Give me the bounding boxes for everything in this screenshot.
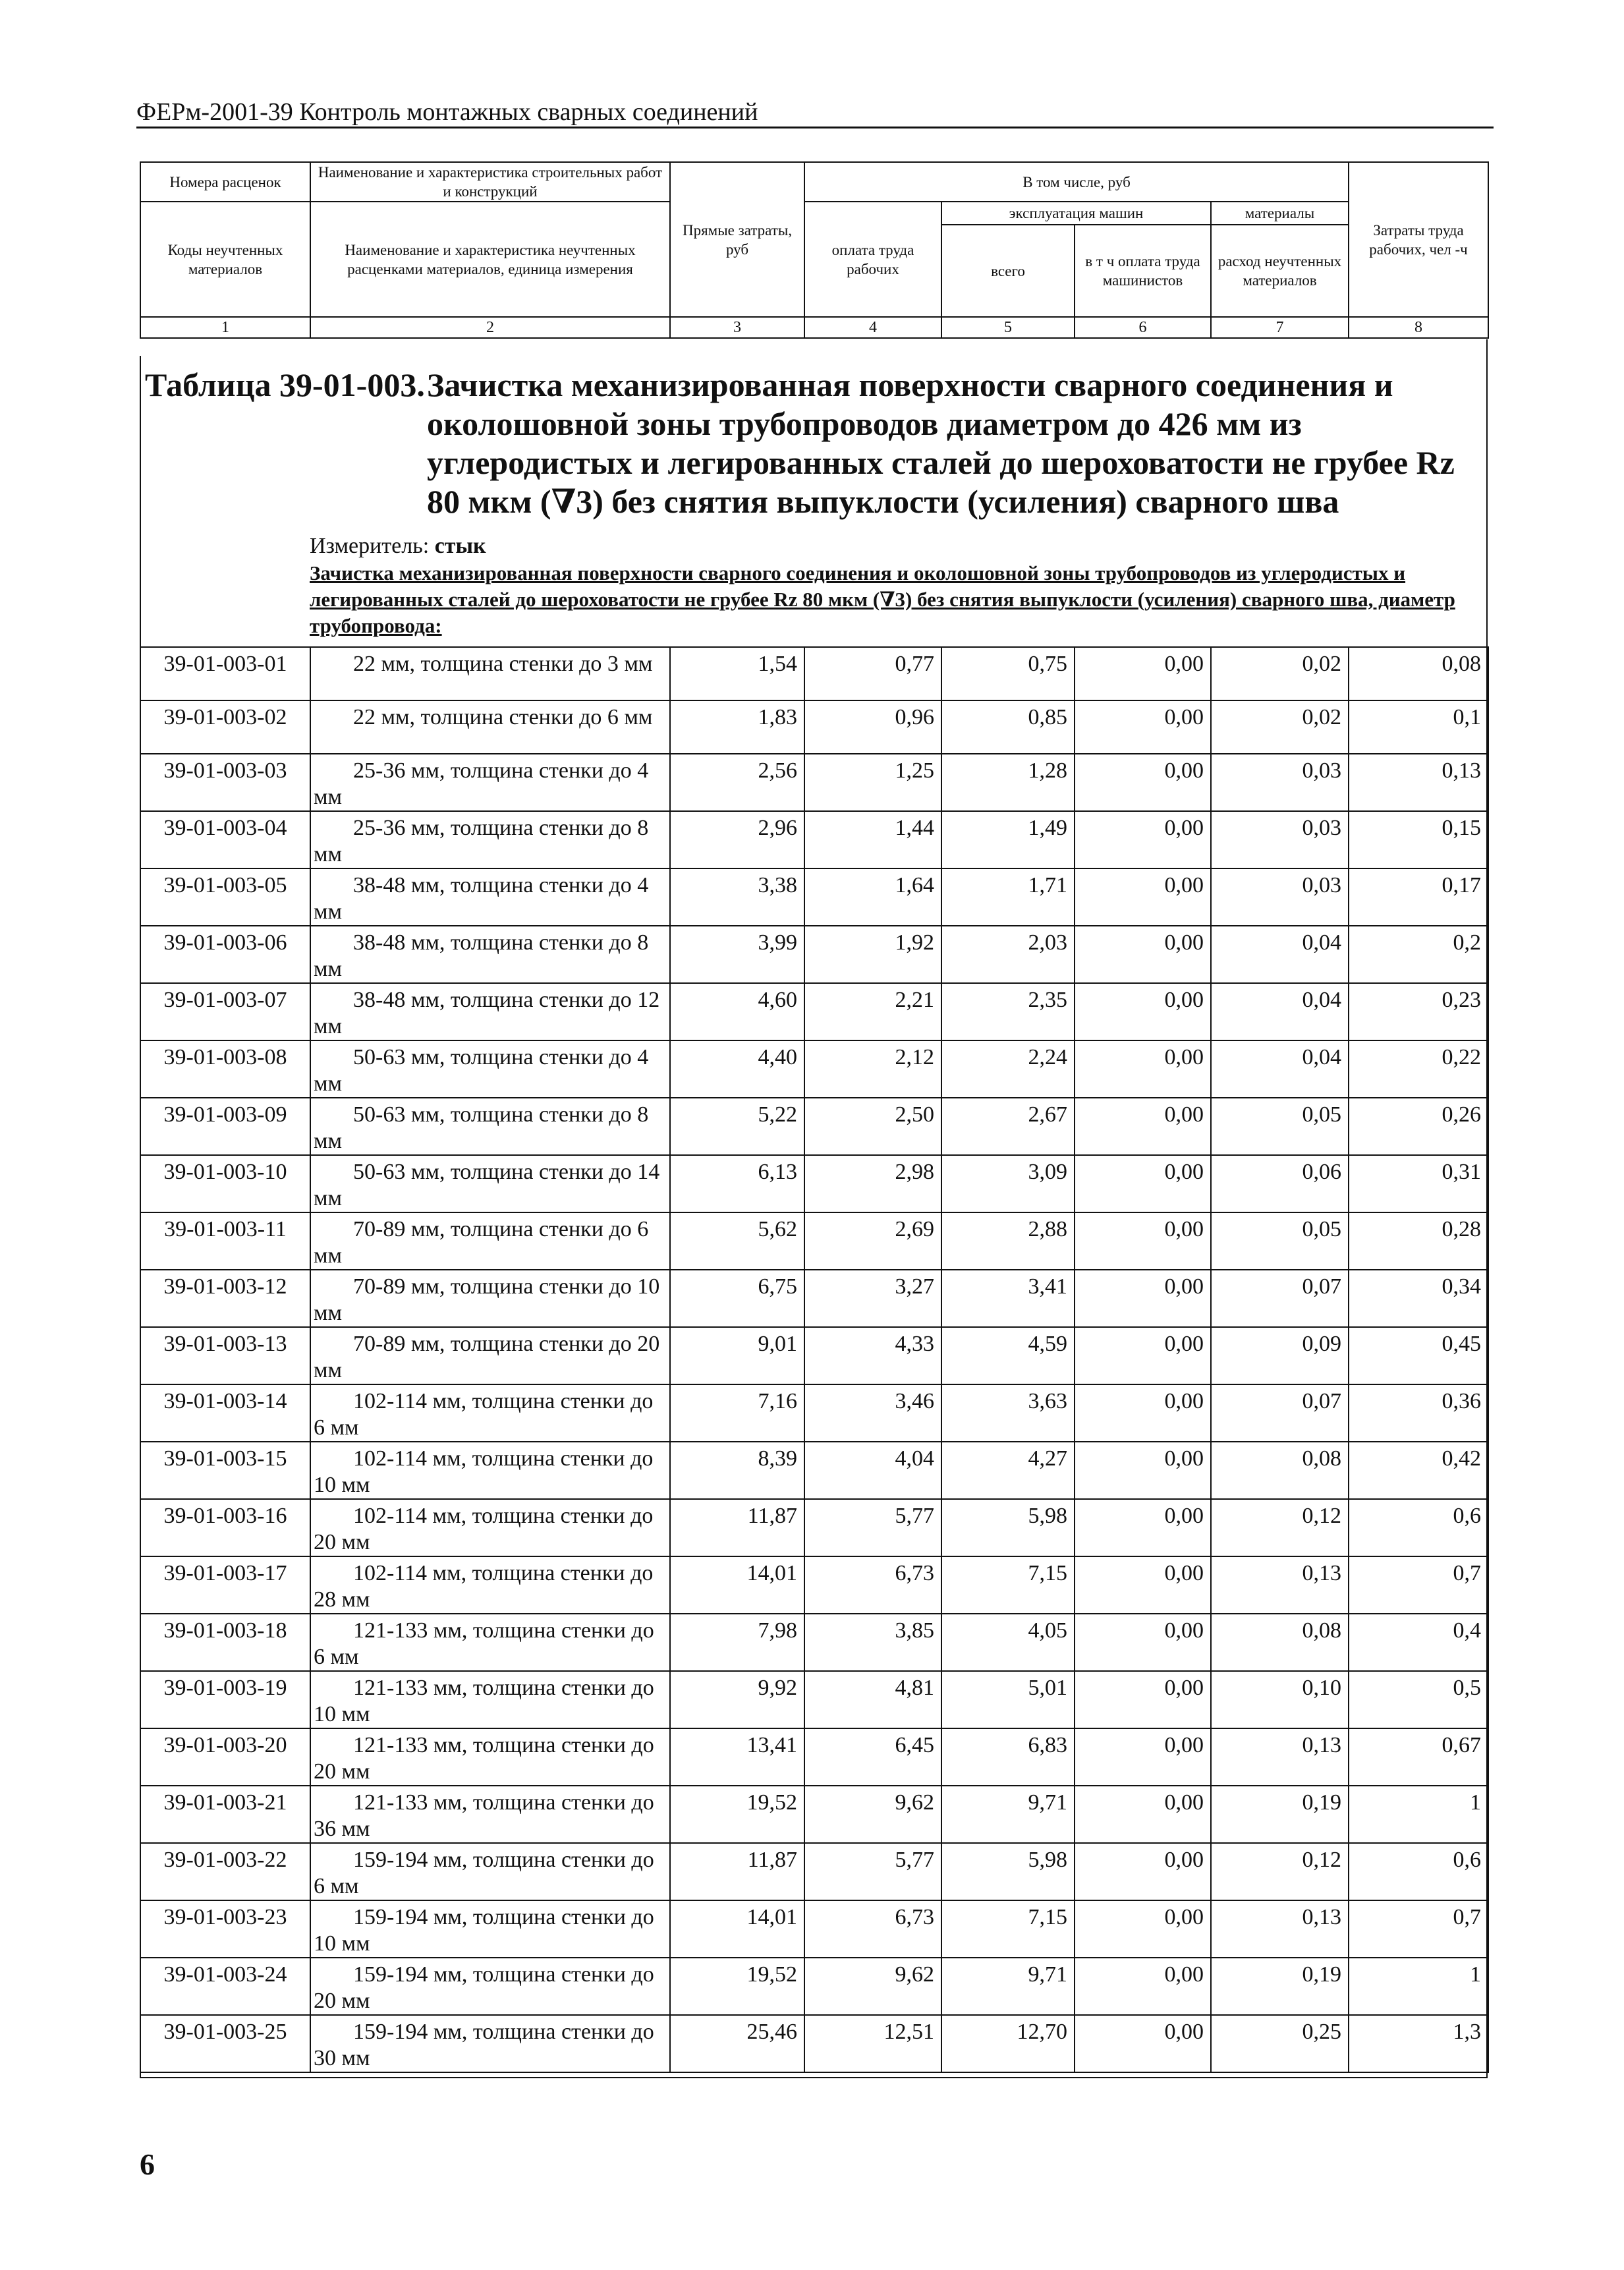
header-labor-costs: Затраты труда рабочих, чел -ч: [1349, 162, 1488, 317]
header-material-codes: Коды неучтенных материалов: [140, 202, 310, 317]
material-cost: 0,12: [1211, 1499, 1349, 1556]
wage-cost: 0,77: [804, 647, 941, 700]
labor-hours: 0,31: [1349, 1155, 1488, 1212]
operator-wage: 0,00: [1075, 868, 1211, 926]
rate-name: [310, 983, 670, 1040]
material-cost: 0,03: [1211, 811, 1349, 868]
rate-name-text: 102-114 мм, толщина стенки до 10 мм: [314, 1446, 654, 1497]
rate-name: [310, 1098, 670, 1155]
rate-name-text: 50-63 мм, толщина стенки до 14 мм: [314, 1160, 660, 1210]
rate-name-text: 70-89 мм, толщина стенки до 10 мм: [314, 1274, 660, 1325]
column-number: 1: [140, 317, 310, 338]
column-number: 5: [941, 317, 1075, 338]
rate-name: [310, 1442, 670, 1499]
rate-code: 39-01-003-24: [140, 1958, 310, 2015]
rate-name-text: 121-133 мм, толщина стенки до 6 мм: [314, 1618, 654, 1669]
rate-name-text: 50-63 мм, толщина стенки до 4 мм: [314, 1045, 649, 1096]
column-number: 3: [670, 317, 804, 338]
material-cost: 0,19: [1211, 1786, 1349, 1843]
direct-cost: 11,87: [670, 1843, 804, 1900]
wage-cost: 4,04: [804, 1442, 941, 1499]
table-row: [140, 926, 1488, 983]
direct-cost: 1,83: [670, 700, 804, 754]
operator-wage: 0,00: [1075, 1843, 1211, 1900]
labor-hours: 1,3: [1349, 2015, 1488, 2072]
rate-code: 39-01-003-08: [140, 1040, 310, 1098]
table-row: [140, 1671, 1488, 1728]
direct-cost: 5,62: [670, 1212, 804, 1270]
machine-cost: 5,98: [941, 1499, 1075, 1556]
rate-code: 39-01-003-22: [140, 1843, 310, 1900]
machine-cost: 0,85: [941, 700, 1075, 754]
machine-cost: 4,59: [941, 1327, 1075, 1384]
material-cost: 0,13: [1211, 1728, 1349, 1786]
direct-cost: 4,60: [670, 983, 804, 1040]
operator-wage: 0,00: [1075, 754, 1211, 811]
rate-name: [310, 2015, 670, 2072]
rate-name: [310, 1212, 670, 1270]
measure-value: стык: [434, 534, 486, 558]
table-row: [140, 1270, 1488, 1327]
wage-cost: 9,62: [804, 1958, 941, 2015]
material-cost: 0,03: [1211, 754, 1349, 811]
rate-code: 39-01-003-20: [140, 1728, 310, 1786]
table-row: [140, 1384, 1488, 1442]
material-cost: 0,13: [1211, 1556, 1349, 1614]
machine-cost: 2,88: [941, 1212, 1075, 1270]
rate-code: 39-01-003-19: [140, 1671, 310, 1728]
table-number: Таблица 39-01-003.: [145, 366, 425, 403]
machine-cost: 6,83: [941, 1728, 1075, 1786]
rate-code: 39-01-003-04: [140, 811, 310, 868]
rate-name: [310, 1843, 670, 1900]
wage-cost: 2,50: [804, 1098, 941, 1155]
header-rate-numbers: Номера расценок: [140, 162, 310, 202]
material-cost: 0,08: [1211, 1614, 1349, 1671]
material-cost: 0,12: [1211, 1843, 1349, 1900]
measure-label: Измеритель:: [310, 534, 430, 558]
operator-wage: 0,00: [1075, 1442, 1211, 1499]
wage-cost: 2,69: [804, 1212, 941, 1270]
table-row: [140, 868, 1488, 926]
rate-code: 39-01-003-07: [140, 983, 310, 1040]
machine-cost: 3,41: [941, 1270, 1075, 1327]
rate-name: [310, 647, 670, 700]
wage-cost: 9,62: [804, 1786, 941, 1843]
material-cost: 0,07: [1211, 1384, 1349, 1442]
rate-name: [310, 1728, 670, 1786]
wage-cost: 6,73: [804, 1900, 941, 1958]
labor-hours: 0,1: [1349, 700, 1488, 754]
rate-name-text: 38-48 мм, толщина стенки до 12 мм: [314, 988, 660, 1038]
rate-name-text: 102-114 мм, толщина стенки до 6 мм: [314, 1389, 654, 1440]
wage-cost: 3,85: [804, 1614, 941, 1671]
machine-cost: 2,24: [941, 1040, 1075, 1098]
direct-cost: 6,13: [670, 1155, 804, 1212]
header-total: всего: [941, 225, 1075, 317]
wage-cost: 2,12: [804, 1040, 941, 1098]
wage-cost: 5,77: [804, 1843, 941, 1900]
material-cost: 0,04: [1211, 1040, 1349, 1098]
direct-cost: 3,38: [670, 868, 804, 926]
operator-wage: 0,00: [1075, 1556, 1211, 1614]
rate-name-text: 25-36 мм, толщина стенки до 8 мм: [314, 816, 649, 866]
machine-cost: 1,49: [941, 811, 1075, 868]
machine-cost: 3,09: [941, 1155, 1075, 1212]
operator-wage: 0,00: [1075, 1786, 1211, 1843]
labor-hours: 0,26: [1349, 1098, 1488, 1155]
labor-hours: 0,22: [1349, 1040, 1488, 1098]
column-number: 2: [310, 317, 670, 338]
labor-hours: 1: [1349, 1786, 1488, 1843]
machine-cost: 2,35: [941, 983, 1075, 1040]
header-direct-costs: Прямые затраты, руб: [670, 162, 804, 317]
rate-name: [310, 1327, 670, 1384]
table-row: [140, 1499, 1488, 1556]
material-cost: 0,03: [1211, 868, 1349, 926]
table-row: [140, 754, 1488, 811]
material-cost: 0,05: [1211, 1212, 1349, 1270]
rate-name-text: 22 мм, толщина стенки до 6 мм: [353, 705, 653, 729]
material-cost: 0,04: [1211, 926, 1349, 983]
column-number: 6: [1075, 317, 1211, 338]
table-row: [140, 2015, 1488, 2072]
material-cost: 0,10: [1211, 1671, 1349, 1728]
direct-cost: 4,40: [670, 1040, 804, 1098]
running-header: ФЕРм-2001-39 Контроль монтажных сварных соединений: [136, 98, 1494, 128]
machine-cost: 9,71: [941, 1786, 1075, 1843]
labor-hours: 0,2: [1349, 926, 1488, 983]
direct-cost: 25,46: [670, 2015, 804, 2072]
table-row: [140, 1155, 1488, 1212]
rate-name-text: 159-194 мм, толщина стенки до 20 мм: [314, 1962, 654, 2013]
rates-table: [140, 646, 1489, 2073]
direct-cost: 9,92: [670, 1671, 804, 1728]
operator-wage: 0,00: [1075, 1040, 1211, 1098]
machine-cost: 2,03: [941, 926, 1075, 983]
labor-hours: 0,34: [1349, 1270, 1488, 1327]
rate-code: 39-01-003-11: [140, 1212, 310, 1270]
rate-code: 39-01-003-10: [140, 1155, 310, 1212]
operator-wage: 0,00: [1075, 1958, 1211, 2015]
table-row: [140, 983, 1488, 1040]
rate-name: [310, 1671, 670, 1728]
labor-hours: 0,45: [1349, 1327, 1488, 1384]
machine-cost: 5,01: [941, 1671, 1075, 1728]
wage-cost: 4,81: [804, 1671, 941, 1728]
direct-cost: 6,75: [670, 1270, 804, 1327]
header-incl-operators: в т ч оплата труда машинистов: [1075, 225, 1211, 317]
machine-cost: 2,67: [941, 1098, 1075, 1155]
wage-cost: 6,45: [804, 1728, 941, 1786]
direct-cost: 9,01: [670, 1327, 804, 1384]
machine-cost: 4,05: [941, 1614, 1075, 1671]
table-row: [140, 1098, 1488, 1155]
direct-cost: 14,01: [670, 1556, 804, 1614]
operator-wage: 0,00: [1075, 1327, 1211, 1384]
rate-name-text: 121-133 мм, толщина стенки до 20 мм: [314, 1733, 654, 1784]
rate-name-text: 70-89 мм, толщина стенки до 20 мм: [314, 1332, 660, 1382]
labor-hours: 0,17: [1349, 868, 1488, 926]
rate-name-text: 50-63 мм, толщина стенки до 8 мм: [314, 1102, 649, 1153]
rate-name-text: 38-48 мм, толщина стенки до 4 мм: [314, 873, 649, 924]
direct-cost: 3,99: [670, 926, 804, 983]
wage-cost: 3,27: [804, 1270, 941, 1327]
rate-name-text: 159-194 мм, толщина стенки до 6 мм: [314, 1848, 654, 1898]
rate-name-text: 38-48 мм, толщина стенки до 8 мм: [314, 930, 649, 981]
header-wage: оплата труда рабочих: [804, 202, 941, 317]
column-number: 8: [1349, 317, 1488, 338]
material-cost: 0,02: [1211, 647, 1349, 700]
direct-cost: 14,01: [670, 1900, 804, 1958]
wage-cost: 2,21: [804, 983, 941, 1040]
rate-name: [310, 868, 670, 926]
labor-hours: 0,13: [1349, 754, 1488, 811]
wage-cost: 12,51: [804, 2015, 941, 2072]
rate-name: [310, 1270, 670, 1327]
rate-code: 39-01-003-12: [140, 1270, 310, 1327]
material-cost: 0,25: [1211, 2015, 1349, 2072]
direct-cost: 19,52: [670, 1786, 804, 1843]
table-row: [140, 1040, 1488, 1098]
header-machines: эксплуатация машин: [941, 202, 1211, 225]
header-material-name: Наименование и характеристика неучтенных расценками материалов, единица измерения: [310, 202, 670, 317]
rate-code: 39-01-003-17: [140, 1556, 310, 1614]
operator-wage: 0,00: [1075, 1728, 1211, 1786]
table-title-text: Зачистка механизированная поверхности сварного соединения и околошовной зоны трубопроводов диаметром до 426 мм из углеродистых и легированных сталей до шероховатости не грубее Rz 80 мкм (∇3) без снятия выпуклости (усиления) сварного шва: [427, 366, 1455, 520]
rate-name: [310, 1786, 670, 1843]
wage-cost: 1,64: [804, 868, 941, 926]
operator-wage: 0,00: [1075, 647, 1211, 700]
operator-wage: 0,00: [1075, 811, 1211, 868]
machine-cost: 0,75: [941, 647, 1075, 700]
rate-code: 39-01-003-23: [140, 1900, 310, 1958]
wage-cost: 3,46: [804, 1384, 941, 1442]
rate-code: 39-01-003-14: [140, 1384, 310, 1442]
labor-hours: 0,15: [1349, 811, 1488, 868]
direct-cost: 11,87: [670, 1499, 804, 1556]
rate-code: 39-01-003-02: [140, 700, 310, 754]
machine-cost: 5,98: [941, 1843, 1075, 1900]
operator-wage: 0,00: [1075, 1155, 1211, 1212]
rate-code: 39-01-003-21: [140, 1786, 310, 1843]
table-row: [140, 700, 1488, 754]
column-header-table: [140, 161, 1489, 339]
table-row: [140, 1786, 1488, 1843]
rate-name-text: 25-36 мм, толщина стенки до 4 мм: [314, 758, 649, 809]
machine-cost: 12,70: [941, 2015, 1075, 2072]
machine-cost: 9,71: [941, 1958, 1075, 2015]
machine-cost: 4,27: [941, 1442, 1075, 1499]
labor-hours: 0,23: [1349, 983, 1488, 1040]
rate-code: 39-01-003-01: [140, 647, 310, 700]
direct-cost: 8,39: [670, 1442, 804, 1499]
rate-name-text: 22 мм, толщина стенки до 3 мм: [353, 652, 653, 676]
table-row: [140, 1728, 1488, 1786]
table-row: [140, 1442, 1488, 1499]
direct-cost: 5,22: [670, 1098, 804, 1155]
machine-cost: 1,28: [941, 754, 1075, 811]
rate-name: [310, 811, 670, 868]
wage-cost: 1,44: [804, 811, 941, 868]
material-cost: 0,04: [1211, 983, 1349, 1040]
rate-name: [310, 1384, 670, 1442]
material-cost: 0,06: [1211, 1155, 1349, 1212]
machine-cost: 7,15: [941, 1556, 1075, 1614]
rate-name: [310, 926, 670, 983]
operator-wage: 0,00: [1075, 926, 1211, 983]
direct-cost: 19,52: [670, 1958, 804, 2015]
direct-cost: 2,56: [670, 754, 804, 811]
header-incl: В том числе, руб: [804, 162, 1349, 202]
direct-cost: 2,96: [670, 811, 804, 868]
rate-name: [310, 1900, 670, 1958]
column-number: 4: [804, 317, 941, 338]
rate-name-text: 159-194 мм, толщина стенки до 30 мм: [314, 2020, 654, 2070]
labor-hours: 0,08: [1349, 647, 1488, 700]
rate-name: [310, 1556, 670, 1614]
wage-cost: 1,92: [804, 926, 941, 983]
table-row: [140, 1327, 1488, 1384]
machine-cost: 3,63: [941, 1384, 1075, 1442]
machine-cost: 1,71: [941, 868, 1075, 926]
material-cost: 0,02: [1211, 700, 1349, 754]
operator-wage: 0,00: [1075, 1098, 1211, 1155]
header-materials: материалы: [1211, 202, 1349, 225]
labor-hours: 0,6: [1349, 1843, 1488, 1900]
rate-name-text: 102-114 мм, толщина стенки до 20 мм: [314, 1504, 654, 1554]
direct-cost: 13,41: [670, 1728, 804, 1786]
wage-cost: 0,96: [804, 700, 941, 754]
column-number: 7: [1211, 317, 1349, 338]
rate-name-text: 70-89 мм, толщина стенки до 6 мм: [314, 1217, 649, 1268]
rate-code: 39-01-003-15: [140, 1442, 310, 1499]
rate-code: 39-01-003-13: [140, 1327, 310, 1384]
rate-name: [310, 1958, 670, 2015]
rate-name: [310, 1614, 670, 1671]
labor-hours: 0,6: [1349, 1499, 1488, 1556]
operator-wage: 0,00: [1075, 1671, 1211, 1728]
operator-wage: 0,00: [1075, 1614, 1211, 1671]
direct-cost: 7,98: [670, 1614, 804, 1671]
table-row: [140, 1556, 1488, 1614]
material-cost: 0,09: [1211, 1327, 1349, 1384]
labor-hours: 0,5: [1349, 1671, 1488, 1728]
measure-line: [310, 534, 486, 559]
operator-wage: 0,00: [1075, 1212, 1211, 1270]
table-row: [140, 1958, 1488, 2015]
material-cost: 0,07: [1211, 1270, 1349, 1327]
rate-code: 39-01-003-16: [140, 1499, 310, 1556]
header-work-name: Наименование и характеристика строительных работ и конструкций: [310, 162, 670, 202]
rate-name: [310, 1040, 670, 1098]
rate-name-text: 159-194 мм, толщина стенки до 10 мм: [314, 1905, 654, 1956]
rate-name-text: 121-133 мм, толщина стенки до 36 мм: [314, 1790, 654, 1841]
material-cost: 0,08: [1211, 1442, 1349, 1499]
operator-wage: 0,00: [1075, 1900, 1211, 1958]
operator-wage: 0,00: [1075, 983, 1211, 1040]
rate-name-text: 102-114 мм, толщина стенки до 28 мм: [314, 1561, 654, 1612]
wage-cost: 5,77: [804, 1499, 941, 1556]
table-row: [140, 1212, 1488, 1270]
section-description: Зачистка механизированная поверхности сварного соединения и околошовной зоны трубопроводов из углеродистых и легированных сталей до шероховатости не грубее Rz 80 мкм (∇3) без снятия выпуклости (усиления) сварного шва, диаметр трубопровода:: [310, 561, 1455, 637]
operator-wage: 0,00: [1075, 1384, 1211, 1442]
header-material-usage: расход неучтенных материалов: [1211, 225, 1349, 317]
table-row: [140, 1614, 1488, 1671]
wage-cost: 2,98: [804, 1155, 941, 1212]
table-row: [140, 647, 1488, 700]
labor-hours: 1: [1349, 1958, 1488, 2015]
labor-hours: 0,28: [1349, 1212, 1488, 1270]
rate-name-text: 121-133 мм, толщина стенки до 10 мм: [314, 1676, 654, 1726]
labor-hours: 0,7: [1349, 1556, 1488, 1614]
labor-hours: 0,4: [1349, 1614, 1488, 1671]
table-row: [140, 1900, 1488, 1958]
table-row: [140, 1843, 1488, 1900]
operator-wage: 0,00: [1075, 2015, 1211, 2072]
rate-code: 39-01-003-03: [140, 754, 310, 811]
material-cost: 0,13: [1211, 1900, 1349, 1958]
rate-name: [310, 754, 670, 811]
labor-hours: 0,67: [1349, 1728, 1488, 1786]
rate-name: [310, 700, 670, 754]
operator-wage: 0,00: [1075, 1499, 1211, 1556]
wage-cost: 6,73: [804, 1556, 941, 1614]
table-row: [140, 811, 1488, 868]
labor-hours: 0,36: [1349, 1384, 1488, 1442]
rate-name: [310, 1499, 670, 1556]
wage-cost: 4,33: [804, 1327, 941, 1384]
rate-name: [310, 1155, 670, 1212]
rate-code: 39-01-003-06: [140, 926, 310, 983]
rate-code: 39-01-003-18: [140, 1614, 310, 1671]
direct-cost: 1,54: [670, 647, 804, 700]
direct-cost: 7,16: [670, 1384, 804, 1442]
rate-code: 39-01-003-09: [140, 1098, 310, 1155]
rate-code: 39-01-003-05: [140, 868, 310, 926]
rate-code: 39-01-003-25: [140, 2015, 310, 2072]
table-bottom-border: [140, 2077, 1488, 2078]
labor-hours: 0,7: [1349, 1900, 1488, 1958]
wage-cost: 1,25: [804, 754, 941, 811]
page-number: 6: [140, 2147, 155, 2181]
operator-wage: 0,00: [1075, 700, 1211, 754]
material-cost: 0,19: [1211, 1958, 1349, 2015]
operator-wage: 0,00: [1075, 1270, 1211, 1327]
labor-hours: 0,42: [1349, 1442, 1488, 1499]
material-cost: 0,05: [1211, 1098, 1349, 1155]
machine-cost: 7,15: [941, 1900, 1075, 1958]
